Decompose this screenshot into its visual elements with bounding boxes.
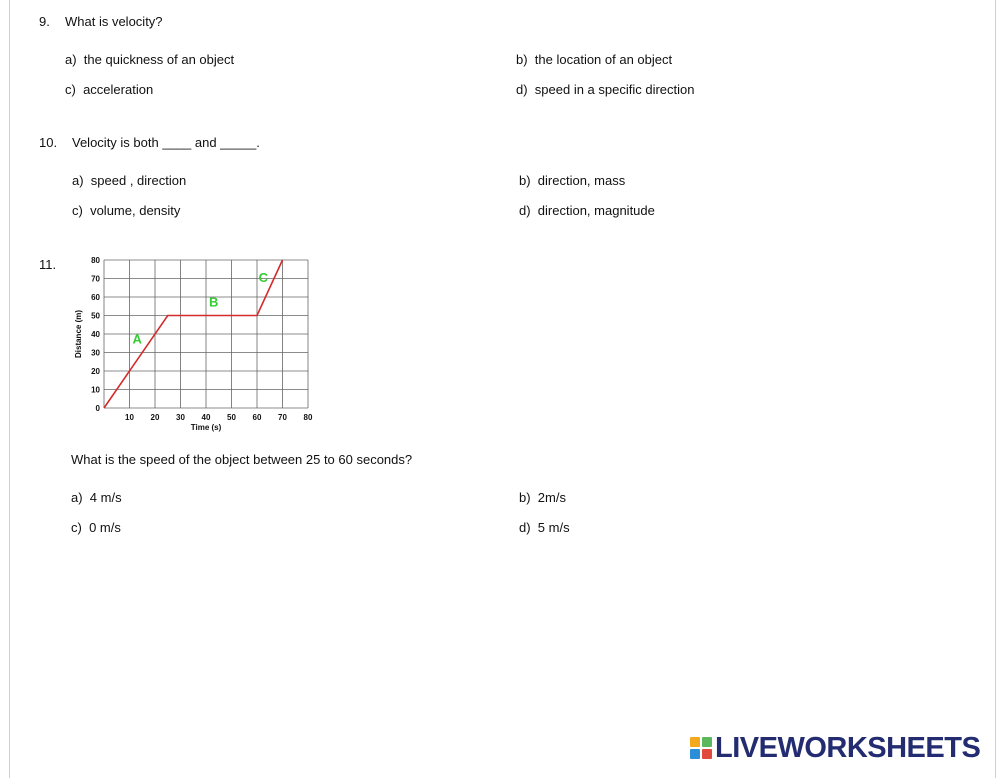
x-tick-label: 70	[278, 413, 287, 422]
brand-name: LIVEWORKSHEETS	[715, 731, 981, 764]
option-d[interactable]	[519, 203, 655, 219]
option-label: b)	[519, 173, 531, 188]
option-label: b)	[516, 52, 528, 67]
option-a[interactable]	[72, 173, 186, 189]
option-text: speed in a specific direction	[534, 82, 695, 97]
y-tick-label: 80	[91, 256, 100, 265]
question-number: 11.	[39, 257, 57, 272]
question-number: 9.	[39, 14, 50, 29]
chart-svg	[70, 252, 320, 437]
option-label: a)	[72, 173, 84, 188]
question-text: What is the speed of the object between 25 to 60 seconds?	[71, 452, 413, 467]
option-text: direction, mass	[537, 173, 626, 188]
option-text: the location of an object	[534, 52, 673, 67]
option-c[interactable]	[65, 82, 153, 98]
option-text: direction, magnitude	[537, 203, 655, 218]
y-tick-label: 0	[95, 404, 100, 413]
segment-label: B	[208, 294, 219, 310]
option-d[interactable]	[519, 520, 570, 536]
question-text: Velocity is both ____ and _____.	[72, 135, 260, 150]
option-text: the quickness of an object	[83, 52, 235, 67]
option-label: d)	[516, 82, 528, 97]
y-axis-label: Distance (m)	[74, 309, 83, 359]
x-tick-label: 20	[150, 413, 160, 422]
option-c[interactable]	[72, 203, 180, 219]
distance-time-chart	[70, 252, 320, 437]
x-tick-label: 60	[252, 413, 262, 422]
option-a[interactable]	[65, 52, 234, 68]
liveworksheets-logo	[690, 733, 980, 763]
y-tick-label: 50	[91, 311, 100, 321]
option-d[interactable]	[516, 82, 695, 98]
y-tick-label: 40	[91, 330, 100, 339]
y-tick-label: 60	[91, 293, 100, 302]
question-number: 10.	[39, 135, 58, 150]
question-text: What is velocity?	[65, 14, 163, 29]
option-text: 2m/s	[537, 490, 566, 505]
x-tick-label: 40	[201, 413, 211, 422]
x-tick-label: 80	[303, 413, 313, 422]
option-label: c)	[65, 82, 76, 97]
y-tick-label: 30	[91, 348, 100, 358]
y-tick-label: 70	[91, 274, 100, 284]
segment-label: A	[132, 331, 142, 347]
option-text: acceleration	[83, 82, 154, 97]
option-text: volume, density	[90, 203, 181, 218]
x-tick-label: 10	[125, 413, 134, 422]
x-axis-label: Time (s)	[190, 423, 222, 432]
option-text: speed , direction	[90, 173, 187, 188]
option-label: d)	[519, 203, 531, 218]
option-b[interactable]	[519, 173, 625, 189]
option-label: a)	[65, 52, 77, 67]
x-tick-label: 50	[227, 413, 236, 422]
option-b[interactable]	[516, 52, 672, 68]
option-b[interactable]	[519, 490, 566, 506]
option-label: d)	[519, 520, 531, 535]
logo-mark-icon	[690, 737, 712, 759]
option-label: c)	[72, 203, 83, 218]
option-label: b)	[519, 490, 531, 505]
option-label: c)	[71, 520, 82, 535]
option-text: 4 m/s	[89, 490, 122, 505]
y-tick-label: 10	[91, 385, 100, 395]
option-text: 5 m/s	[537, 520, 570, 535]
y-tick-label: 20	[91, 367, 100, 376]
x-tick-label: 30	[176, 413, 185, 422]
option-a[interactable]	[71, 490, 122, 506]
option-label: a)	[71, 490, 83, 505]
option-c[interactable]	[71, 520, 121, 536]
option-text: 0 m/s	[89, 520, 121, 535]
segment-label: C	[258, 270, 269, 286]
